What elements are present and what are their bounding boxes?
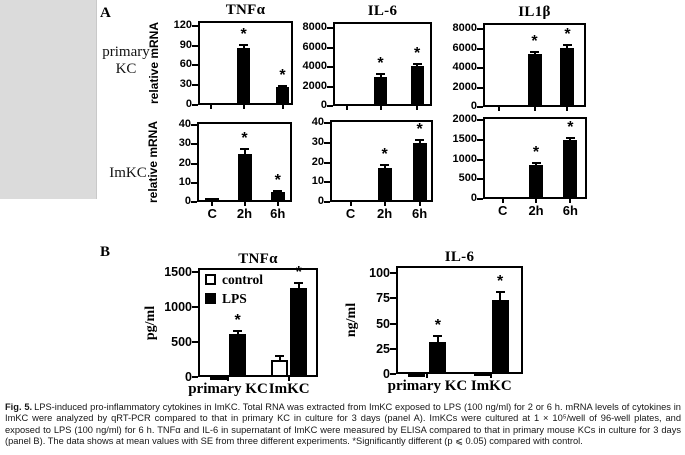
y-tick-mark [477,87,483,89]
y-tick-mark [327,105,333,107]
y-tick-mark [390,348,396,350]
y-tick-mark [327,66,333,68]
y-tick-label: 0 [185,370,192,384]
bar [429,342,446,374]
y-tick-mark [191,201,197,203]
error-bar-cap [415,139,424,141]
y-tick-mark [477,48,483,50]
significance-star: * [279,66,286,84]
y-tick-label: 2000 [452,113,477,126]
legend-label: LPS [222,291,247,306]
chart-title: IL1β [518,4,551,20]
y-tick-mark [191,124,197,126]
significance-star: * [377,55,384,73]
x-tick-mark [534,107,536,111]
significance-star: * [414,44,421,62]
x-tick-label: primary KC [188,381,268,397]
y-tick-mark [477,159,483,161]
x-tick-label: 2h [376,206,393,221]
y-tick-mark [192,25,198,27]
error-bar-cap [433,335,442,337]
y-tick-mark [477,119,483,121]
x-tick-label: 6h [562,203,578,218]
error-bar-cap [273,190,282,192]
y-tick-label: 10 [311,175,324,188]
bar [492,300,509,374]
x-tick-mark [210,105,212,109]
error-bar-cap [233,330,242,332]
y-tick-label: 4000 [452,61,477,74]
chart-title: TNFα [238,251,278,267]
y-tick-mark [477,28,483,30]
page-margin [0,0,97,199]
error-bar-cap [530,51,539,53]
y-tick-mark [324,142,330,144]
y-tick-label: 0 [470,100,477,112]
bar [238,154,252,202]
x-tick-label: primary KC [387,378,468,394]
y-tick-mark [192,271,198,273]
x-tick-label: 2h [528,203,544,218]
y-tick-label: 0 [470,192,477,204]
y-tick-label: 1500 [164,265,192,280]
significance-star: * [274,171,281,189]
y-tick-label: 20 [178,156,191,169]
y-tick-mark [390,272,396,274]
x-tick-mark [498,107,500,111]
y-tick-label: 30 [178,137,191,150]
y-tick-label: 75 [376,291,390,306]
error-bar-cap [413,63,422,65]
panel-a-label: A [100,5,111,21]
error-bar-cap [278,85,287,87]
y-tick-mark [192,45,198,47]
x-tick-label: C [498,203,508,218]
y-tick-mark [390,323,396,325]
x-tick-label: 2h [236,206,253,221]
y-tick-mark [477,198,483,200]
y-tick-mark [191,143,197,145]
y-tick-mark [327,27,333,29]
y-axis-label-text: relative mRNA [147,21,161,105]
y-tick-mark [477,178,483,180]
significance-star: * [531,32,538,50]
chart-title: IL-6 [367,3,398,19]
significance-star: * [240,25,247,43]
y-tick-label: 30 [179,78,192,91]
y-tick-label: 4000 [302,60,327,73]
y-tick-label: 8000 [452,22,477,35]
y-tick-label: 120 [173,18,192,31]
y-tick-label: 40 [311,116,324,129]
y-tick-label: 2000 [452,80,477,93]
x-tick-mark [282,105,284,109]
significance-star: * [434,316,442,334]
legend-swatch-control [205,274,216,285]
figure-caption [5,402,681,447]
y-tick-label: 30 [311,135,324,148]
y-tick-mark [477,139,483,141]
significance-star: * [234,311,241,329]
y-tick-label: 90 [179,38,192,51]
y-tick-label: 0 [383,367,390,381]
y-tick-mark [477,106,483,108]
chart-title: TNFα [225,2,266,18]
bar [528,54,542,107]
bar [529,165,543,199]
y-tick-mark [324,201,330,203]
bar [378,168,392,202]
error-bar-cap [380,164,389,166]
y-tick-mark [327,86,333,88]
error-bar-cap [239,44,248,46]
chart-title: IL-6 [444,249,475,265]
y-axis-label-text: ng/ml [344,302,360,338]
row-label-imkc: ImKC [109,165,147,181]
bar [229,334,246,377]
legend-swatch-LPS [205,293,216,304]
caption-label: Fig. 5. [5,402,33,412]
row-label-primary-line2: KC [115,61,137,77]
y-tick-label: 0 [184,195,191,207]
y-tick-mark [477,67,483,69]
legend-label: control [222,272,263,287]
bar [411,66,424,106]
y-tick-label: 50 [376,316,390,331]
y-tick-label: 100 [369,266,390,281]
y-tick-label: 0 [320,99,327,111]
y-tick-mark [390,297,396,299]
y-tick-mark [192,306,198,308]
bar [210,376,227,380]
y-tick-mark [390,373,396,375]
y-tick-mark [192,104,198,106]
y-tick-mark [191,163,197,165]
significance-star: * [416,120,423,138]
error-bar-cap [496,291,505,293]
x-tick-mark [416,106,418,110]
significance-star: * [564,26,571,44]
error-bar-cap [563,44,572,46]
x-tick-mark [380,106,382,110]
y-tick-label: 6000 [302,40,327,53]
y-tick-label: 1000 [164,300,192,315]
y-tick-mark [324,162,330,164]
y-tick-label: 1500 [452,132,477,145]
y-tick-label: 1000 [452,152,477,165]
y-axis-label [344,266,360,374]
panel-b-label: B [100,244,111,260]
y-axis-label-text: pg/ml [143,305,159,340]
y-tick-label: 6000 [452,41,477,54]
x-tick-mark [243,105,245,109]
significance-star: * [295,263,302,281]
y-tick-mark [192,376,198,378]
y-axis-label [145,122,161,202]
bar [560,48,574,107]
error-bar-cap [294,282,303,284]
error-bar-cap [240,148,249,150]
y-tick-label: 8000 [302,21,327,34]
x-tick-label: ImKC [268,381,310,397]
bar [271,360,288,377]
y-tick-label: 10 [178,175,191,188]
y-tick-mark [191,182,197,184]
y-tick-mark [192,341,198,343]
x-tick-mark [566,107,568,111]
x-tick-label: ImKC [470,378,512,394]
significance-star: * [381,145,388,163]
y-tick-label: 2000 [302,79,327,92]
bar [374,77,387,106]
x-tick-label: 6h [412,206,428,221]
error-bar-cap [376,73,385,75]
y-tick-label: 0 [317,195,324,207]
y-tick-label: 0 [185,98,192,110]
error-bar-cap [275,355,284,357]
y-tick-mark [324,122,330,124]
bar [413,143,427,202]
significance-star: * [497,273,504,291]
row-label-primary-line1: primary [102,44,150,60]
y-axis-label-text: relative mRNA [146,120,160,204]
y-axis-label [146,21,162,105]
error-bar-cap [566,137,575,139]
y-tick-label: 60 [179,58,192,71]
y-tick-mark [324,181,330,183]
significance-star: * [532,144,540,162]
y-tick-label: 500 [458,172,477,185]
x-tick-mark [346,106,348,110]
y-tick-mark [192,84,198,86]
error-bar-cap [532,162,541,164]
significance-star: * [241,130,248,148]
y-tick-label: 500 [171,335,192,350]
bar [408,373,425,377]
bar [563,140,577,199]
x-tick-label: C [207,206,217,221]
y-tick-label: 25 [376,341,390,356]
caption-text: LPS-induced pro-inflammatory cytokines in ImKC. Total RNA was extracted from ImKC exposed to LPS (100 ng/ml) for 2 or 6 h. mRNA levels of cytokines in ImKC were analyzed by qRT-PCR compared to that in primary KC in culture for 3 days (panel A). ImKCs were cultured at 1 × 10⁵/well of 96-well plates, and exposed to LPS (100 ng/ml) for 6 h. TNFα and IL-6 in supernatant of ImKC were measured by ELISA compared to that in primary mouse KCs in culture for 3 days (panel B). The data shows at mean values with SE from three different experiments. *Significantly different (p ⩽ 0.05) compared with control. [5,402,681,446]
error-bar [499,292,501,300]
y-tick-mark [192,64,198,66]
y-tick-label: 20 [311,155,324,168]
y-tick-mark [327,47,333,49]
bar [474,372,491,376]
bar [290,288,307,377]
x-tick-label: C [345,206,356,221]
x-tick-label: 6h [270,206,286,221]
y-tick-label: 40 [178,118,191,131]
y-axis-label [143,268,159,377]
bar [237,48,250,105]
bar [271,192,285,202]
significance-star: * [567,119,574,137]
